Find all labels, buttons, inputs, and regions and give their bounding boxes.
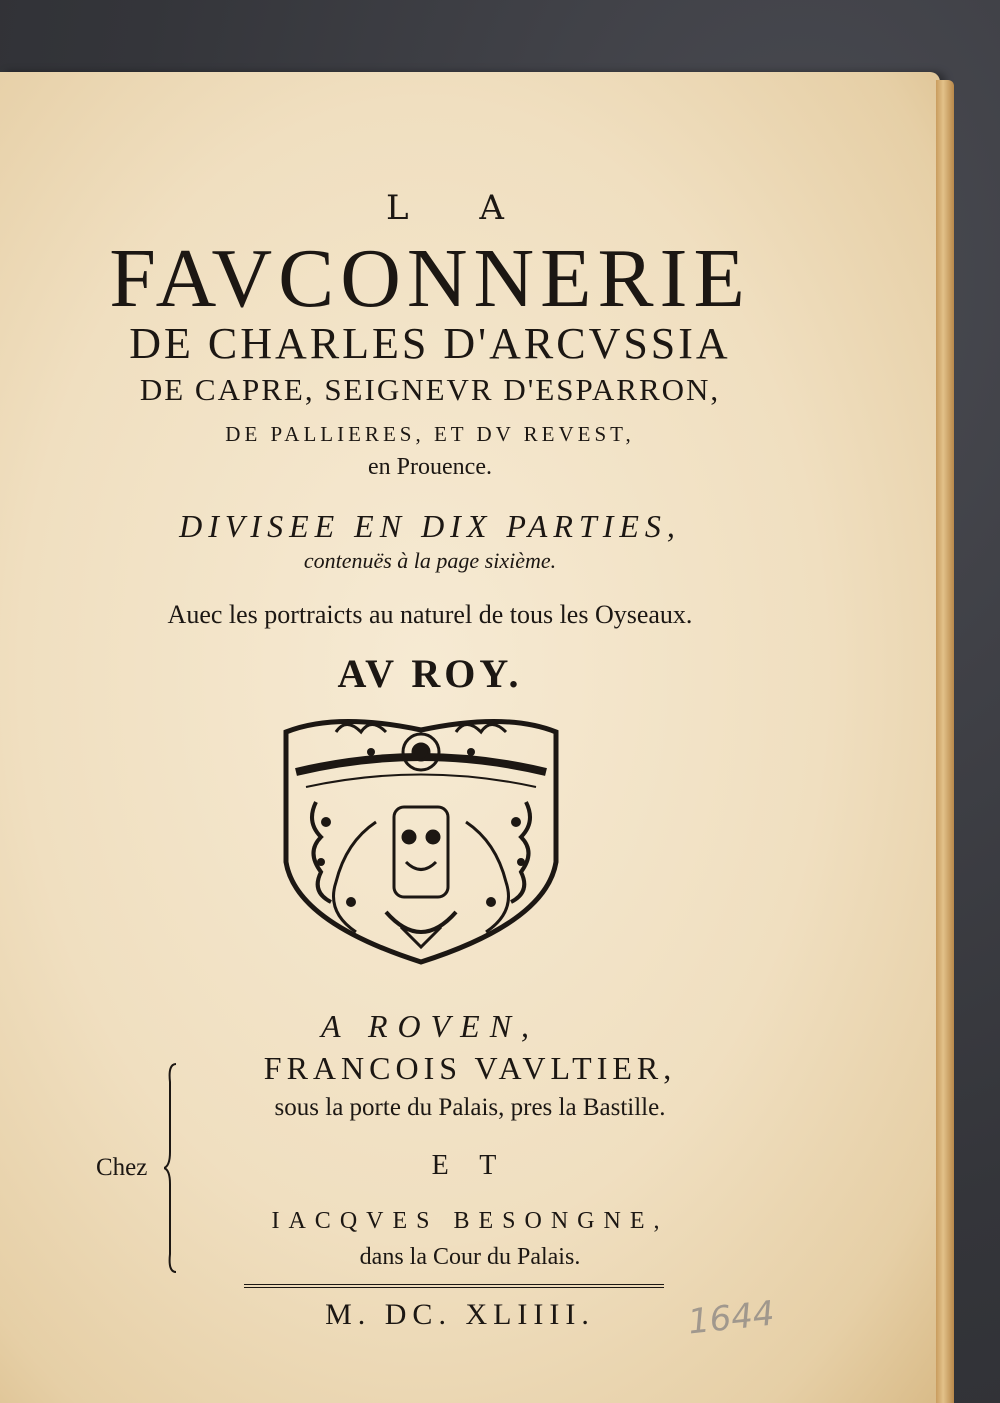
- divisions-line: DIVISEE EN DIX PARTIES,: [179, 508, 681, 544]
- page-edge: [936, 80, 954, 1403]
- printer-2-name: IACQVES BESONGNE,: [271, 1208, 669, 1234]
- printer-1-name: FRANCOIS VAVLTIER,: [263, 1050, 677, 1086]
- title-article: L A: [386, 188, 534, 228]
- publication-date: M. DC. XLIIII.: [325, 1298, 595, 1331]
- region-line: en Prouence.: [368, 454, 492, 480]
- title-page: [0, 72, 940, 1403]
- chez-label: Chez: [96, 1154, 148, 1181]
- imprint-conjunction: E T: [431, 1150, 509, 1181]
- brace-icon: [164, 1062, 178, 1274]
- pencil-annotation: 1644: [686, 1293, 777, 1343]
- portraits-line: Auec les portraicts au naturel de tous les Oyseaux.: [167, 600, 693, 629]
- author-titles-line-2: DE PALLIERES, ET DV REVEST,: [225, 422, 635, 446]
- printer-2-address: dans la Cour du Palais.: [359, 1244, 581, 1270]
- printer-1-address: sous la porte du Palais, pres la Bastille.: [274, 1094, 666, 1121]
- printers-device-ornament-icon: [276, 712, 566, 970]
- author-line: DE CHARLES D'ARCVSSIA: [129, 319, 731, 368]
- dedication-line: AV ROY.: [337, 651, 523, 696]
- contents-line: contenuës à la page sixième.: [303, 548, 557, 573]
- imprint-rule: [244, 1284, 664, 1288]
- imprint-city: A ROVEN,: [320, 1008, 540, 1044]
- book-title: FAVCONNERIE: [109, 232, 751, 325]
- author-titles-line-1: DE CAPRE, SEIGNEVR D'ESPARRON,: [139, 372, 721, 407]
